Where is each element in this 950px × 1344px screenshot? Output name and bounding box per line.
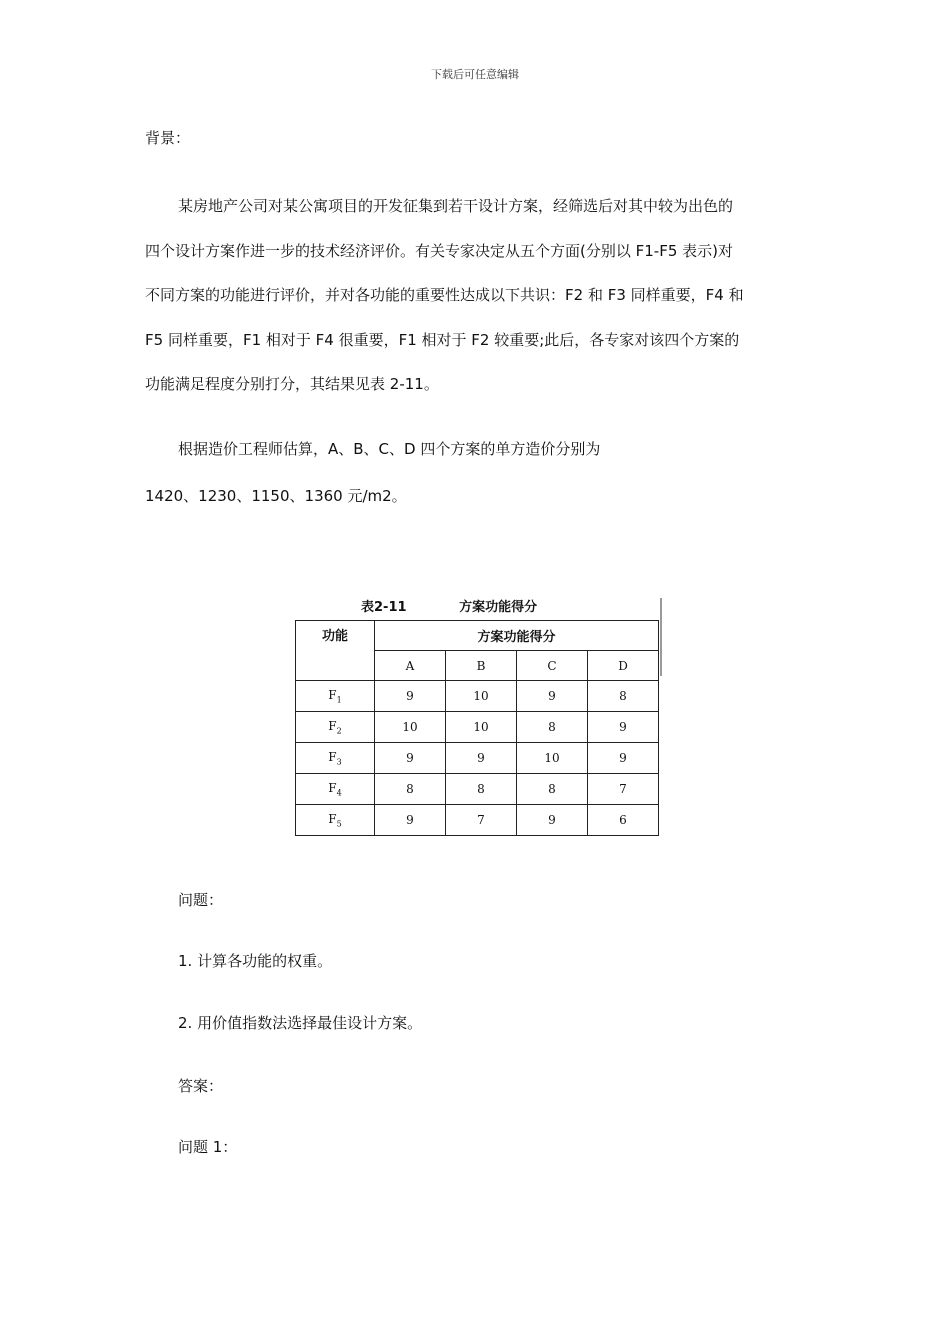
score-cell: 9	[375, 681, 446, 712]
score-cell: 6	[588, 805, 659, 836]
function-name: $F_2$	[296, 712, 375, 743]
questions-label: 问题：	[178, 891, 224, 909]
score-cell: 7	[446, 805, 517, 836]
paragraph-line: 四个设计方案作进一步的技术经济评价。有关专家决定从五个方面(分别以 F1-F5 表示)对	[145, 241, 733, 260]
score-cell: 9	[588, 743, 659, 774]
table-row	[296, 712, 659, 743]
score-cell: 9	[446, 743, 517, 774]
score-cell: 8	[517, 774, 588, 805]
score-cell: 10	[446, 712, 517, 743]
header-note: 下载后可任意编辑	[431, 68, 519, 81]
function-name: $F_4$	[296, 774, 375, 805]
table-row	[296, 743, 659, 774]
score-cell: 9	[517, 681, 588, 712]
score-cell: 9	[517, 805, 588, 836]
table-caption	[361, 596, 537, 615]
score-cell: 9	[588, 712, 659, 743]
function-name: $F_1$	[296, 681, 375, 712]
score-cell: 9	[375, 743, 446, 774]
question-1: 1. 计算各功能的权重。	[178, 952, 333, 970]
header-score-group: 方案功能得分	[375, 621, 659, 651]
table-row	[296, 681, 659, 712]
paragraph-line: 某房地产公司对某公寓项目的开发征集到若干设计方案，经筛选后对其中较为出色的	[178, 197, 734, 215]
table-caption-number: 表2-11	[361, 600, 407, 615]
answers-label: 答案：	[178, 1077, 224, 1095]
background-paragraph	[145, 184, 815, 407]
table-row	[296, 805, 659, 836]
table-header-row	[296, 621, 659, 651]
score-cell: 10	[446, 681, 517, 712]
score-cell: 10	[375, 712, 446, 743]
paragraph-line: 1420、1230、1150、1360 元/m2。	[145, 487, 407, 505]
score-cell: 8	[375, 774, 446, 805]
table-caption-title: 方案功能得分	[459, 600, 538, 615]
score-cell: 9	[375, 805, 446, 836]
score-cell: 10	[517, 743, 588, 774]
score-cell: 8	[446, 774, 517, 805]
column-header-a: A	[375, 651, 446, 681]
score-cell: 8	[517, 712, 588, 743]
figure-edge-line	[660, 598, 662, 676]
function-name: $F_3$	[296, 743, 375, 774]
score-table	[295, 620, 659, 836]
header-function: 功能	[296, 621, 375, 681]
answer-question-1-label: 问题 1：	[178, 1138, 238, 1156]
paragraph-line: 不同方案的功能进行评价，并对各功能的重要性达成以下共识：F2 和 F3 同样重要，F4 和	[145, 286, 744, 304]
column-header-b: B	[446, 651, 517, 681]
background-label: 背景：	[145, 129, 191, 147]
paragraph-line: F5 同样重要，F1 相对于 F4 很重要，F1 相对于 F2 较重要;此后，各专家对该四个方案的	[145, 330, 740, 349]
function-name: $F_5$	[296, 805, 375, 836]
column-header-d: D	[588, 651, 659, 681]
question-2: 2. 用价值指数法选择最佳设计方案。	[178, 1014, 423, 1032]
cost-paragraph	[145, 426, 815, 520]
score-cell: 8	[588, 681, 659, 712]
score-table-figure	[291, 596, 666, 836]
table-row	[296, 774, 659, 805]
score-cell: 7	[588, 774, 659, 805]
paragraph-line: 功能满足程度分别打分，其结果见表 2-11。	[145, 375, 439, 393]
paragraph-line: 根据造价工程师估算，A、B、C、D 四个方案的单方造价分别为	[178, 440, 601, 458]
column-header-c: C	[517, 651, 588, 681]
